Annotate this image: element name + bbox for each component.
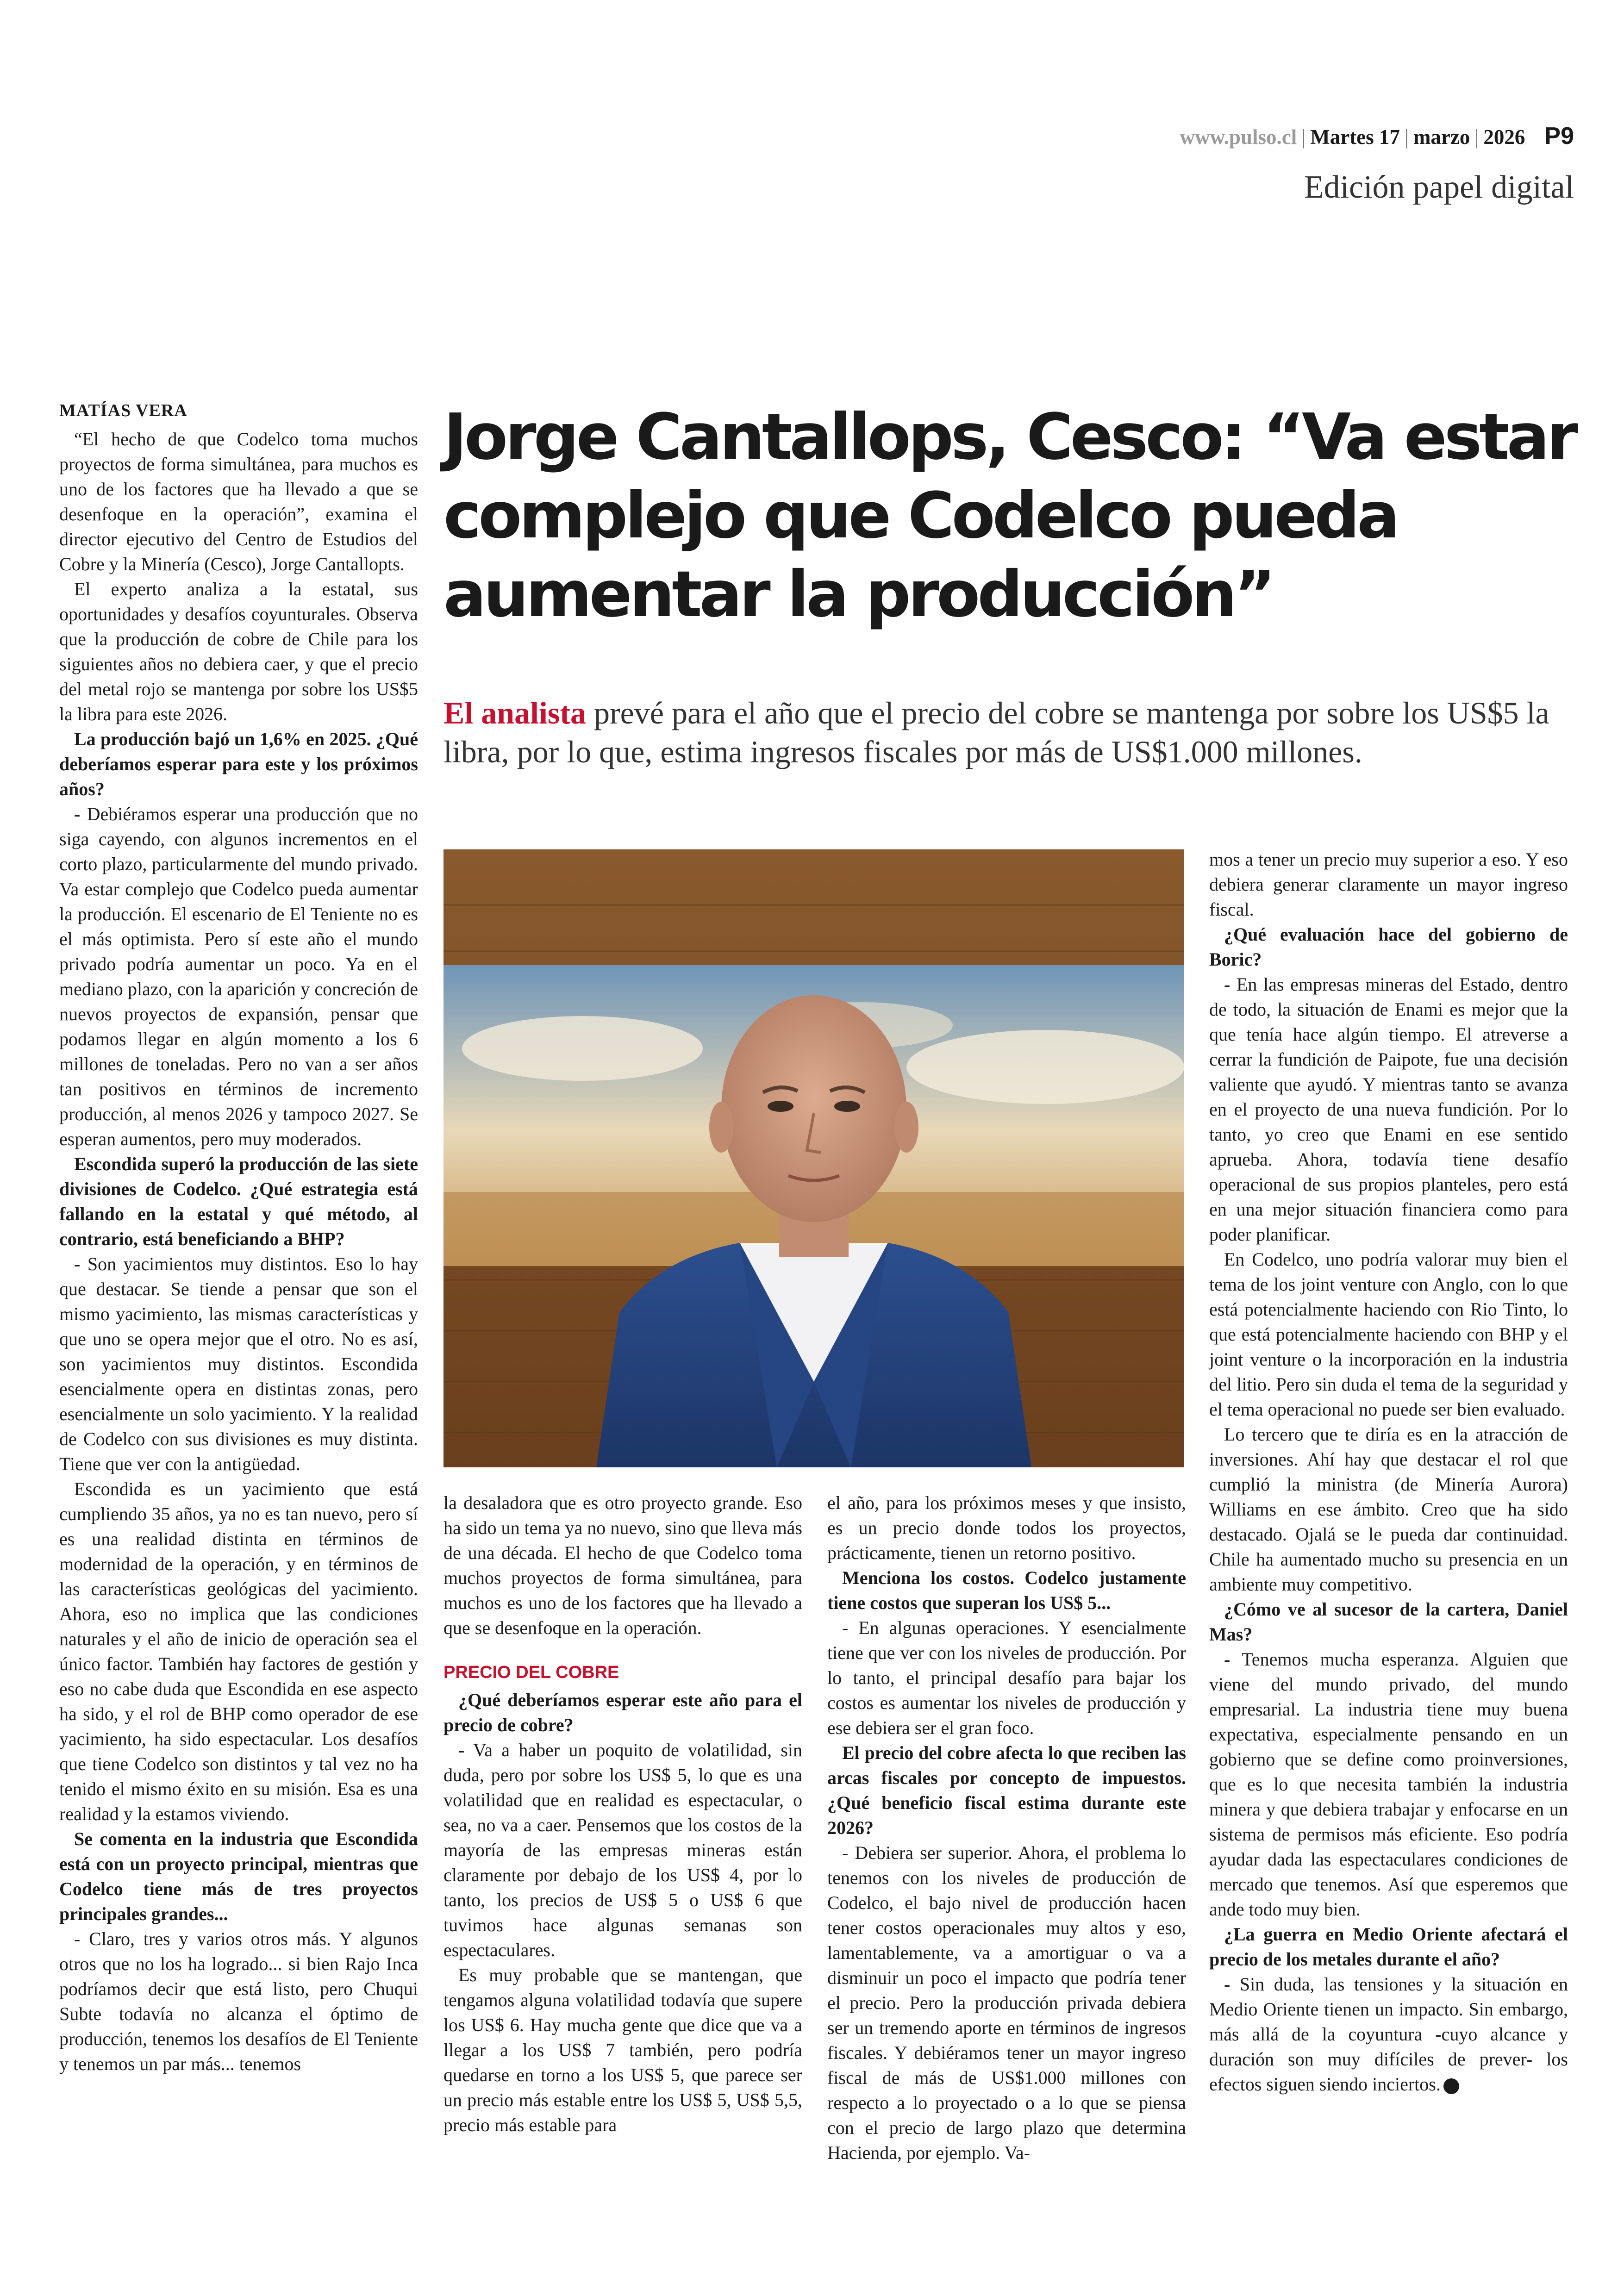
- portrait-image: [443, 849, 1184, 1467]
- article-column-3: [827, 1491, 1186, 2165]
- section-label: PRECIO DEL COBRE: [443, 1663, 619, 1682]
- paragraph: Es muy probable que se mantengan, que tengamos alguna volatilidad todavía que supere los US$ 6. Hay mucha gente que dice que va a llegar a los US$ 7 también, pero podría quedarse en torno a los US$ 5, que parece ser un precio más estable entre los US$ 5, US$ 5,5, precio más estable para: [443, 1964, 802, 2135]
- interview-question: ¿Qué evaluación hace del gobierno de Boric?: [1209, 924, 1568, 970]
- paragraph: Lo tercero que te diría es en la atracción de inversiones. Ahí hay que destacar el rol que cumplió la ministra (de Minería Aurora) Williams en ese ámbito. Creo que ha sido destacado. Ojalá se le pueda dar continuidad. Chile ha aumentado mucho su presencia en un ambiente muy competitivo.: [1209, 1424, 1568, 1595]
- paragraph: En Codelco, uno podría valorar muy bien el tema de los joint venture con Anglo, con lo que está potencialmente haciendo con Rio Tinto, lo que está potencialmente haciendo con BHP y el joint venture o la incorporación en la industria del litio. Pero sin duda el tema de la seguridad y el tema operacional no puede ser bien evaluado.: [1209, 1249, 1568, 1420]
- interview-question: Se comenta en la industria que Escondida está con un proyecto principal, mientras que Codelco tiene más de tres proyectos principales grandes...: [59, 1828, 418, 1924]
- paragraph: [1209, 1972, 1568, 2097]
- interview-question: Escondida superó la producción de las siete divisiones de Codelco. ¿Qué estrategia está fallando en la estatal y qué método, al contrario, está beneficiando a BHP?: [59, 1154, 418, 1249]
- article-column-2: [443, 1491, 802, 2138]
- article-column-1: [59, 398, 418, 2077]
- interview-question: La producción bajó un 1,6% en 2025. ¿Qué deberíamos esperar para este y los próximos años?: [59, 729, 418, 799]
- paragraph: El experto analiza a la estatal, sus oportunidades y desafíos coyunturales. Observa que la producción de cobre de Chile para los siguientes años no debiera caer, y que el precio del metal rojo se mantenga por sobre los US$5 la libra para este 2026.: [59, 579, 418, 724]
- paragraph: - Son yacimientos muy distintos. Eso lo hay que destacar. Se tiende a pensar que son el mismo yacimiento, las mismas características y que uno se opera mejor que el otro. No es así, son yacimientos muy distintos. Escondida esencialmente opera en distintas zonas, pero esencialmente un solo yacimiento. Y la realidad de Codelco con sus divisiones es muy distinta. Tiene que ver con la antigüedad.: [59, 1254, 418, 1474]
- paragraph: - En las empresas mineras del Estado, dentro de todo, la situación de Enami es mejor que la que tenía hace algún tiempo. El atreverse a cerrar la fundición de Paipote, fue una decisión valiente que ayudó. Y mientras tanto se avanza en el proyecto de una nueva fundición. Por lo tanto, yo creo que Enami en ese sentido aprueba. Ahora, todavía tiene desafío operacional de sus propios planteles, pero está en una mejor situación financiera como para poder planificar.: [1209, 974, 1568, 1245]
- interview-question: ¿Qué deberíamos esperar este año para el precio de cobre?: [443, 1690, 802, 1735]
- article-headline: Jorge Cantallops, Cesco: “Va estar complejo que Codelco pueda aumentar la producción”: [443, 400, 1575, 631]
- deck-lead: El analista: [443, 695, 586, 730]
- paragraph: - Debiera ser superior. Ahora, el problema lo tenemos con los niveles de producción de Codelco, el bajo nivel de producción hacen tener costos operacionales muy altos y eso, lamentablemente, va a amortiguar o va a disminuir un poco el impacto que podría tener el precio. Pero la producción privada debiera ser un tremendo aporte en términos de ingresos fiscales. Y debiéramos tener un mayor ingreso fiscal de más de US$1.000 millones con respecto a lo proyectado o a lo que se piensa con el precio de largo plazo que determina Hacienda, por ejemplo. Va-: [827, 1842, 1186, 2163]
- paragraph: - Va a haber un poquito de volatilidad, sin duda, pero por sobre los US$ 5, lo que es una volatilidad que en realidad es espectacular, o sea, no va a caer. Pensemos que los costos de la mayoría de las empresas mineras están claramente por debajo de los US$ 4, por lo tanto, los precios de US$ 5 o US$ 6 que tuvimos hace algunas semanas son espectaculares.: [443, 1740, 802, 1960]
- byline: MATÍAS VERA: [59, 401, 187, 420]
- site-url[interactable]: www.pulso.cl: [1180, 125, 1297, 149]
- header-day: Martes 17: [1310, 125, 1400, 149]
- paragraph: Escondida es un yacimiento que está cumpliendo 35 años, ya no es tan nuevo, pero sí es una realidad distinta en términos de modernidad de la operación, y en términos de las características geológicas del yacimiento. Ahora, eso no implica que las condiciones naturales y el año de inicio de operación sea el único factor. También hay factores de gestión y eso no cabe duda que Escondida en ese aspecto ha sido, y el rol de BHP como operador de ese yacimiento, ha sido espectacular. Los desafíos que tiene Codelco son distintos y tal vez no ha tenido el mismo éxito en su misión. Esa es una realidad y la estamos viviendo.: [59, 1478, 418, 1824]
- interview-question: ¿La guerra en Medio Oriente afectará el precio de los metales durante el año?: [1209, 1924, 1568, 1970]
- page-number: P9: [1544, 123, 1574, 150]
- interview-question: ¿Cómo ve al sucesor de la cartera, Daniel Mas?: [1209, 1599, 1568, 1645]
- end-of-article-icon: [1443, 2078, 1459, 2094]
- header-year: 2026: [1483, 125, 1525, 149]
- page-header: www.pulso.cl | Martes 17 | marzo | 2026 P9: [1180, 123, 1574, 150]
- article-photo: [443, 849, 1184, 1467]
- header-month: marzo: [1413, 125, 1470, 149]
- paragraph: - Tenemos mucha esperanza. Alguien que viene del mundo privado, del mundo empresarial. La industria tiene muy buena expectativa, especialmente pensando en un gobierno que se define como proinversiones, que es lo que necesita también la industria minera y que debiera trabajar y enfocarse en un sistema de permisos más eficiente. Eso podría ayudar dada las espectaculares condiciones de mercado que tenemos. Así que esperemos que ande todo muy bien.: [1209, 1649, 1568, 1920]
- paragraph: mos a tener un precio muy superior a eso. Y eso debiera generar claramente un mayor ingreso fiscal.: [1209, 849, 1568, 920]
- interview-question: Menciona los costos. Codelco justamente tiene costos que superan los US$ 5...: [827, 1567, 1186, 1613]
- paragraph: - En algunas operaciones. Y esencialmente tiene que ver con los niveles de producción. Por lo tanto, el principal desafío para bajar los costos es aumentar los niveles de producción y ese debiera ser el gran foco.: [827, 1617, 1186, 1738]
- paragraph-text: - Sin duda, las tensiones y la situación en Medio Oriente tienen un impacto. Sin embargo, más allá de la coyuntura -cuyo alcance y duración son muy difíciles de prever- los efectos siguen siendo inciertos.: [1209, 1974, 1568, 2095]
- article-deck: [443, 693, 1568, 771]
- paragraph: - Debiéramos esperar una producción que no siga cayendo, con algunos incrementos en el corto plazo, particularmente del mundo privado. Va estar complejo que Codelco pueda aumentar la producción. El escenario de El Teniente no es el más optimista. Pero sí este año el mundo privado podría aumentar un poco. Ya en el mediano plazo, con la aparición y concreción de nuevos proyectos de expansión, pensar que podamos llegar en algún momento a los 6 millones de toneladas. Pero no van a ser años tan positivos en términos de incremento producción, al menos 2026 y tampoco 2027. Se esperan aumentos, pero muy moderados.: [59, 804, 418, 1149]
- deck-text: prevé para el año que el precio del cobre se mantenga por sobre los US$5 la libra, por lo que, estima ingresos fiscales por más de US$1.000 millones.: [443, 695, 1549, 769]
- paragraph: el año, para los próximos meses y que insisto, es un precio donde todos los proyectos, prácticamente, tienen un retorno positivo.: [827, 1492, 1186, 1563]
- paragraph: “El hecho de que Codelco toma muchos proyectos de forma simultánea, para muchos es uno de los factores que ha llevado a que se desenfoque en la operación”, examina el director ejecutivo del Centro de Estudios del Cobre y la Minería (Cesco), Jorge Cantallopts.: [59, 429, 418, 574]
- edition-label: Edición papel digital: [1304, 169, 1574, 205]
- paragraph: - Claro, tres y varios otros más. Y algunos otros que no los ha logrado... si bien Rajo Inca podríamos decir que está listo, pero Chuqui Subte todavía no alcanza el óptimo de producción, tenemos los desafíos de El Teniente y tenemos un par más... tenemos: [59, 1928, 418, 2074]
- interview-question: El precio del cobre afecta lo que reciben las arcas fiscales por concepto de impuestos. ¿Qué beneficio fiscal estima durante este 2026?: [827, 1742, 1186, 1838]
- paragraph: la desaladora que es otro proyecto grande. Eso ha sido un tema ya no nuevo, sino que lleva más de una década. El hecho de que Codelco toma muchos proyectos de forma simultánea, para muchos es uno de los factores que ha llevado a que se desenfoque en la operación.: [443, 1492, 802, 1638]
- article-column-4: [1209, 847, 1568, 2097]
